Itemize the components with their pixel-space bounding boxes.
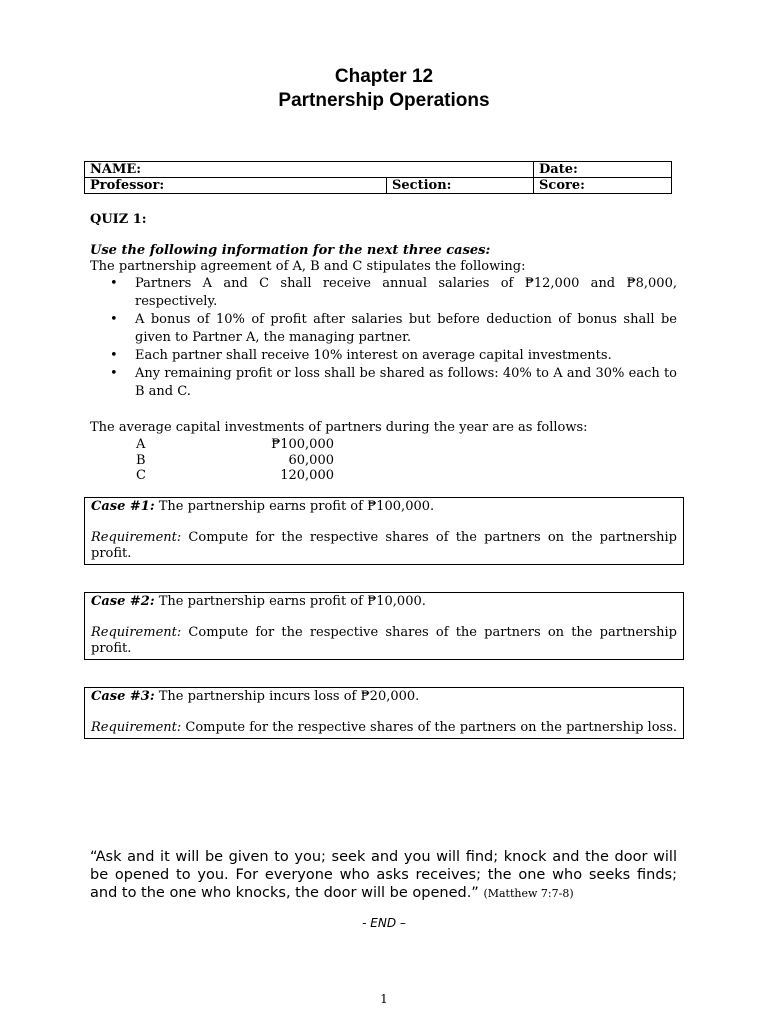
bullet-icon: • bbox=[110, 276, 118, 291]
section-field: Section: bbox=[387, 178, 534, 194]
student-info-table bbox=[84, 161, 672, 194]
professor-field: Professor: bbox=[85, 178, 387, 194]
case-requirement: Requirement: Compute for the respective shares of the partners on the partnership profit. bbox=[91, 530, 677, 561]
bullet-icon: • bbox=[110, 312, 118, 327]
chapter-heading: Chapter 12 bbox=[334, 66, 434, 87]
case-requirement: Requirement: Compute for the respective shares of the partners on the partnership profit. bbox=[91, 625, 677, 656]
case-statement: Case #3: The partnership incurs loss of ₱20,000. bbox=[91, 689, 420, 704]
page-number: 1 bbox=[380, 992, 388, 1006]
capital-partner: A bbox=[136, 437, 146, 452]
capital-intro: The average capital investments of partners during the year are as follows: bbox=[90, 420, 588, 435]
capital-amount: ₱100,000 bbox=[271, 437, 334, 452]
quiz-label: QUIZ 1: bbox=[90, 212, 147, 227]
bullet-icon: • bbox=[110, 366, 118, 381]
rule-item: • Any remaining profit or loss shall be shared as follows: 40% to A and 30% each to B and C. bbox=[110, 366, 677, 399]
capital-partner: C bbox=[136, 468, 146, 483]
case-requirement: Requirement: Compute for the respective shares of the partners on the partnership loss. bbox=[91, 720, 678, 735]
capital-amount: 60,000 bbox=[288, 452, 334, 468]
quote-reference: (Matthew 7:7-8) bbox=[483, 887, 574, 900]
rule-item: • Each partner shall receive 10% interest on average capital investments. bbox=[110, 348, 612, 363]
instruction-text: Use the following information for the next three cases: bbox=[90, 243, 491, 258]
case-box-3 bbox=[84, 687, 684, 739]
page-title: Partnership Operations bbox=[278, 90, 490, 111]
name-field: NAME: bbox=[85, 162, 534, 178]
closing-quote: “Ask and it will be given to you; seek and you will find; knock and the door will be opened to you. For everyone who asks receives; the one who seeks finds; and to the one who knocks, the door will be opened.” (Matthew 7:7-8) bbox=[90, 849, 677, 901]
capital-partner: B bbox=[136, 452, 146, 468]
bullet-icon: • bbox=[110, 348, 118, 363]
capital-amount: 120,000 bbox=[280, 468, 334, 483]
agreement-rules-list bbox=[90, 275, 677, 401]
case-box-2 bbox=[84, 592, 684, 660]
score-field: Score: bbox=[534, 178, 672, 194]
case-statement: Case #1: The partnership earns profit of ₱100,000. bbox=[91, 499, 435, 514]
agreement-intro: The partnership agreement of A, B and C stipulates the following: bbox=[90, 259, 526, 274]
case-box-1 bbox=[84, 497, 684, 565]
rule-item: • A bonus of 10% of profit after salaries but before deduction of bonus shall be given to Partner A, the managing partner. bbox=[110, 312, 677, 345]
rule-item: • Partners A and C shall receive annual salaries of ₱12,000 and ₱8,000, respectively. bbox=[110, 276, 677, 309]
end-marker: - END – bbox=[362, 916, 406, 930]
case-statement: Case #2: The partnership earns profit of ₱10,000. bbox=[91, 594, 426, 609]
date-field: Date: bbox=[534, 162, 672, 178]
